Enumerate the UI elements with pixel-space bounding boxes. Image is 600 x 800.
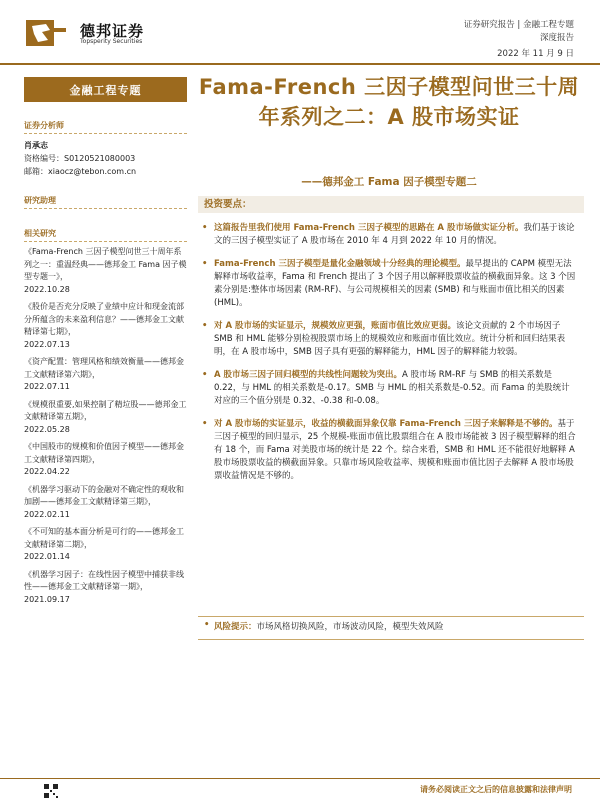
brand-name-en: Topsperity Securities [80, 38, 143, 45]
key-point-text: A 股市场 RM-RF 与 SMB 的相关系数是 0.22，与 HML 的相关系数是-0.17。SMB 与 HML 的相关系数是-0.52。而 Fama 的美股统计对应的三个值分别是 0.32、-0.38 和-0.08。 [214, 370, 570, 406]
bullet-icon: • [204, 620, 210, 630]
related-title: 《机器学习驱动下的金融对不确定性的观收和加剧——德邦金工文献精译第三期》， [24, 484, 184, 506]
related-title: 《机器学习因子：在线性因子模型中捕获非线性——德邦金工文献精译第一期》， [24, 569, 184, 591]
analyst-divider [24, 133, 187, 134]
related-divider [24, 241, 187, 242]
analyst-info [24, 139, 189, 178]
related-item[interactable] [24, 484, 189, 522]
related-date: 2022.10.28 [24, 284, 70, 294]
related-heading: 相关研究 [24, 229, 56, 238]
key-point-highlight: 对 A 股市场的实证显示，规模效应更强，账面市值比效应更弱。 [214, 321, 456, 331]
assistant-heading: 研究助理 [24, 196, 56, 205]
risk-text: 市场风格切换风险，市场波动风险，模型失效风险 [256, 622, 444, 632]
risk-notice [200, 620, 594, 632]
related-date: 2022.07.11 [24, 382, 70, 391]
analyst-cert: 资格编号：S0120521080003 [24, 154, 136, 163]
risk-label: 风险提示： [214, 622, 257, 632]
related-item[interactable] [24, 569, 189, 607]
assistant-divider [24, 208, 187, 209]
key-point [198, 369, 576, 408]
key-point-text: 基于三因子模型的回归显示，25 个规模-账面市值比股票组合在 A 股市场能被 3 因子模型解释的组合有 18 个，而 Fama 对美股市场的统计是 22 个。综合来看，SMB 和 HML 还不能很好地解释 A 股市场股票收益的横截面异象。只靠市场风险收益率、规模和账面市值比因子去解释 A 股市场股票收益情况是不够的。 [214, 419, 576, 481]
sidebar-banner: 金融工程专题 [24, 77, 187, 102]
key-point-text: 我们基于该论文的三因子模型实证了 A 股市场在 2010 年 4 月到 2022 年 10 月的情况。 [214, 223, 575, 246]
related-date: 2022.04.22 [24, 467, 70, 476]
report-title: Fama-French 三因子模型问世三十周年系列之二：A 股市场实证 [198, 75, 580, 129]
bullet-icon: • [202, 223, 208, 233]
related-research-list [24, 246, 189, 611]
related-item[interactable] [24, 356, 189, 394]
points-header: 投资要点： [198, 196, 584, 213]
bullet-icon: • [202, 419, 208, 429]
related-item[interactable] [24, 246, 189, 296]
key-point [198, 418, 576, 483]
related-item[interactable] [24, 441, 189, 479]
bullet-icon: • [202, 321, 208, 331]
related-title: 《规模很重要,如果控制了精垃股——德邦金工文献精译第五期》， [24, 399, 187, 421]
analyst-heading: 证券分析师 [24, 121, 64, 130]
report-category: 证券研究报告 | 金融工程专题 [463, 20, 574, 30]
related-date: 2022.01.14 [24, 552, 70, 561]
brand-name: 德邦证券 [80, 22, 145, 40]
key-point-highlight: A 股市场三因子回归模型的共线性问题较为突出。 [214, 370, 403, 380]
key-points [198, 222, 576, 493]
related-date: 2021.09.17 [24, 594, 70, 604]
related-title: 《股价是否充分反映了业绩中应计和现金流部分所蕴含的未来盈利信息？——德邦金工文献精译第七期》， [24, 302, 184, 336]
analyst-email[interactable]: 邮箱：xiaocz@tebon.com.cn [24, 167, 137, 176]
related-item[interactable] [24, 399, 189, 437]
related-date: 2022.07.13 [24, 339, 70, 349]
report-type: 深度报告 [539, 33, 574, 43]
related-title: 《资产配置：管理风格和绩效衡量——德邦金工文献精译第六期》， [24, 357, 184, 379]
qr-code-icon [44, 784, 58, 798]
report-subtitle: ——德邦金工 Fama 因子模型专题二 [301, 176, 477, 188]
key-point-text: 该论文贡献的 2 个市场因子 SMB 和 HML 能够分别检视股票市场上的规模效应和账面市值比效应。统计分析和回归结果表明，在 A 股市场中，SMB 因子具有更强的解释能力，HML 因子的解释能力较弱。 [214, 321, 566, 357]
related-title: 《Fama-French 三因子模型问世三十周年系列之一：重温经典——德邦金工 Fama 因子模型专题一》， [24, 247, 187, 281]
header-divider [0, 63, 600, 65]
dragon-logo-icon [24, 18, 68, 48]
report-date: 2022 年 11 月 9 日 [497, 49, 574, 59]
related-date: 2022.05.28 [24, 424, 70, 434]
related-title: 《不可知的基本面分析是可行的——德邦金工文献精译第二期》， [24, 527, 184, 549]
key-point-text: 最早提出的 CAPM 模型无法解释市场收益率，Fama 和 French 提出了 3 个因子用以解释股票收益的横截面异象。这 3 个因素分别是:整体市场因素 (RM-RF)、与公司规模相关的因素 (SMB) 和与账面市值比相关的因素 (HML)。 [214, 259, 576, 308]
analyst-name: 肖承志 [24, 141, 48, 150]
related-title: 《中国股市的规模和价值因子模型——德邦金工文献精译第四期》， [24, 442, 184, 464]
key-point [198, 222, 576, 248]
bullet-icon: • [202, 370, 208, 380]
key-point-highlight: Fama-French 三因子模型是量化金融领域十分经典的理论模型。 [214, 259, 466, 269]
key-point [198, 320, 576, 359]
footer-divider [0, 778, 600, 779]
footer-disclaimer: 请务必阅读正文之后的信息披露和法律声明 [420, 785, 572, 794]
related-date: 2022.02.11 [24, 509, 70, 519]
key-point [198, 258, 576, 310]
key-point-highlight: 这篇报告里我们使用 Fama-French 三因子模型的思路在 A 股市场做实证分析。 [214, 223, 524, 233]
key-point-highlight: 对 A 股市场的实证显示，收益的横截面异象仅靠 Fama-French 三因子来解释是不够的。 [214, 419, 558, 429]
bullet-icon: • [202, 259, 208, 269]
related-item[interactable] [24, 301, 189, 351]
related-item[interactable] [24, 526, 189, 564]
